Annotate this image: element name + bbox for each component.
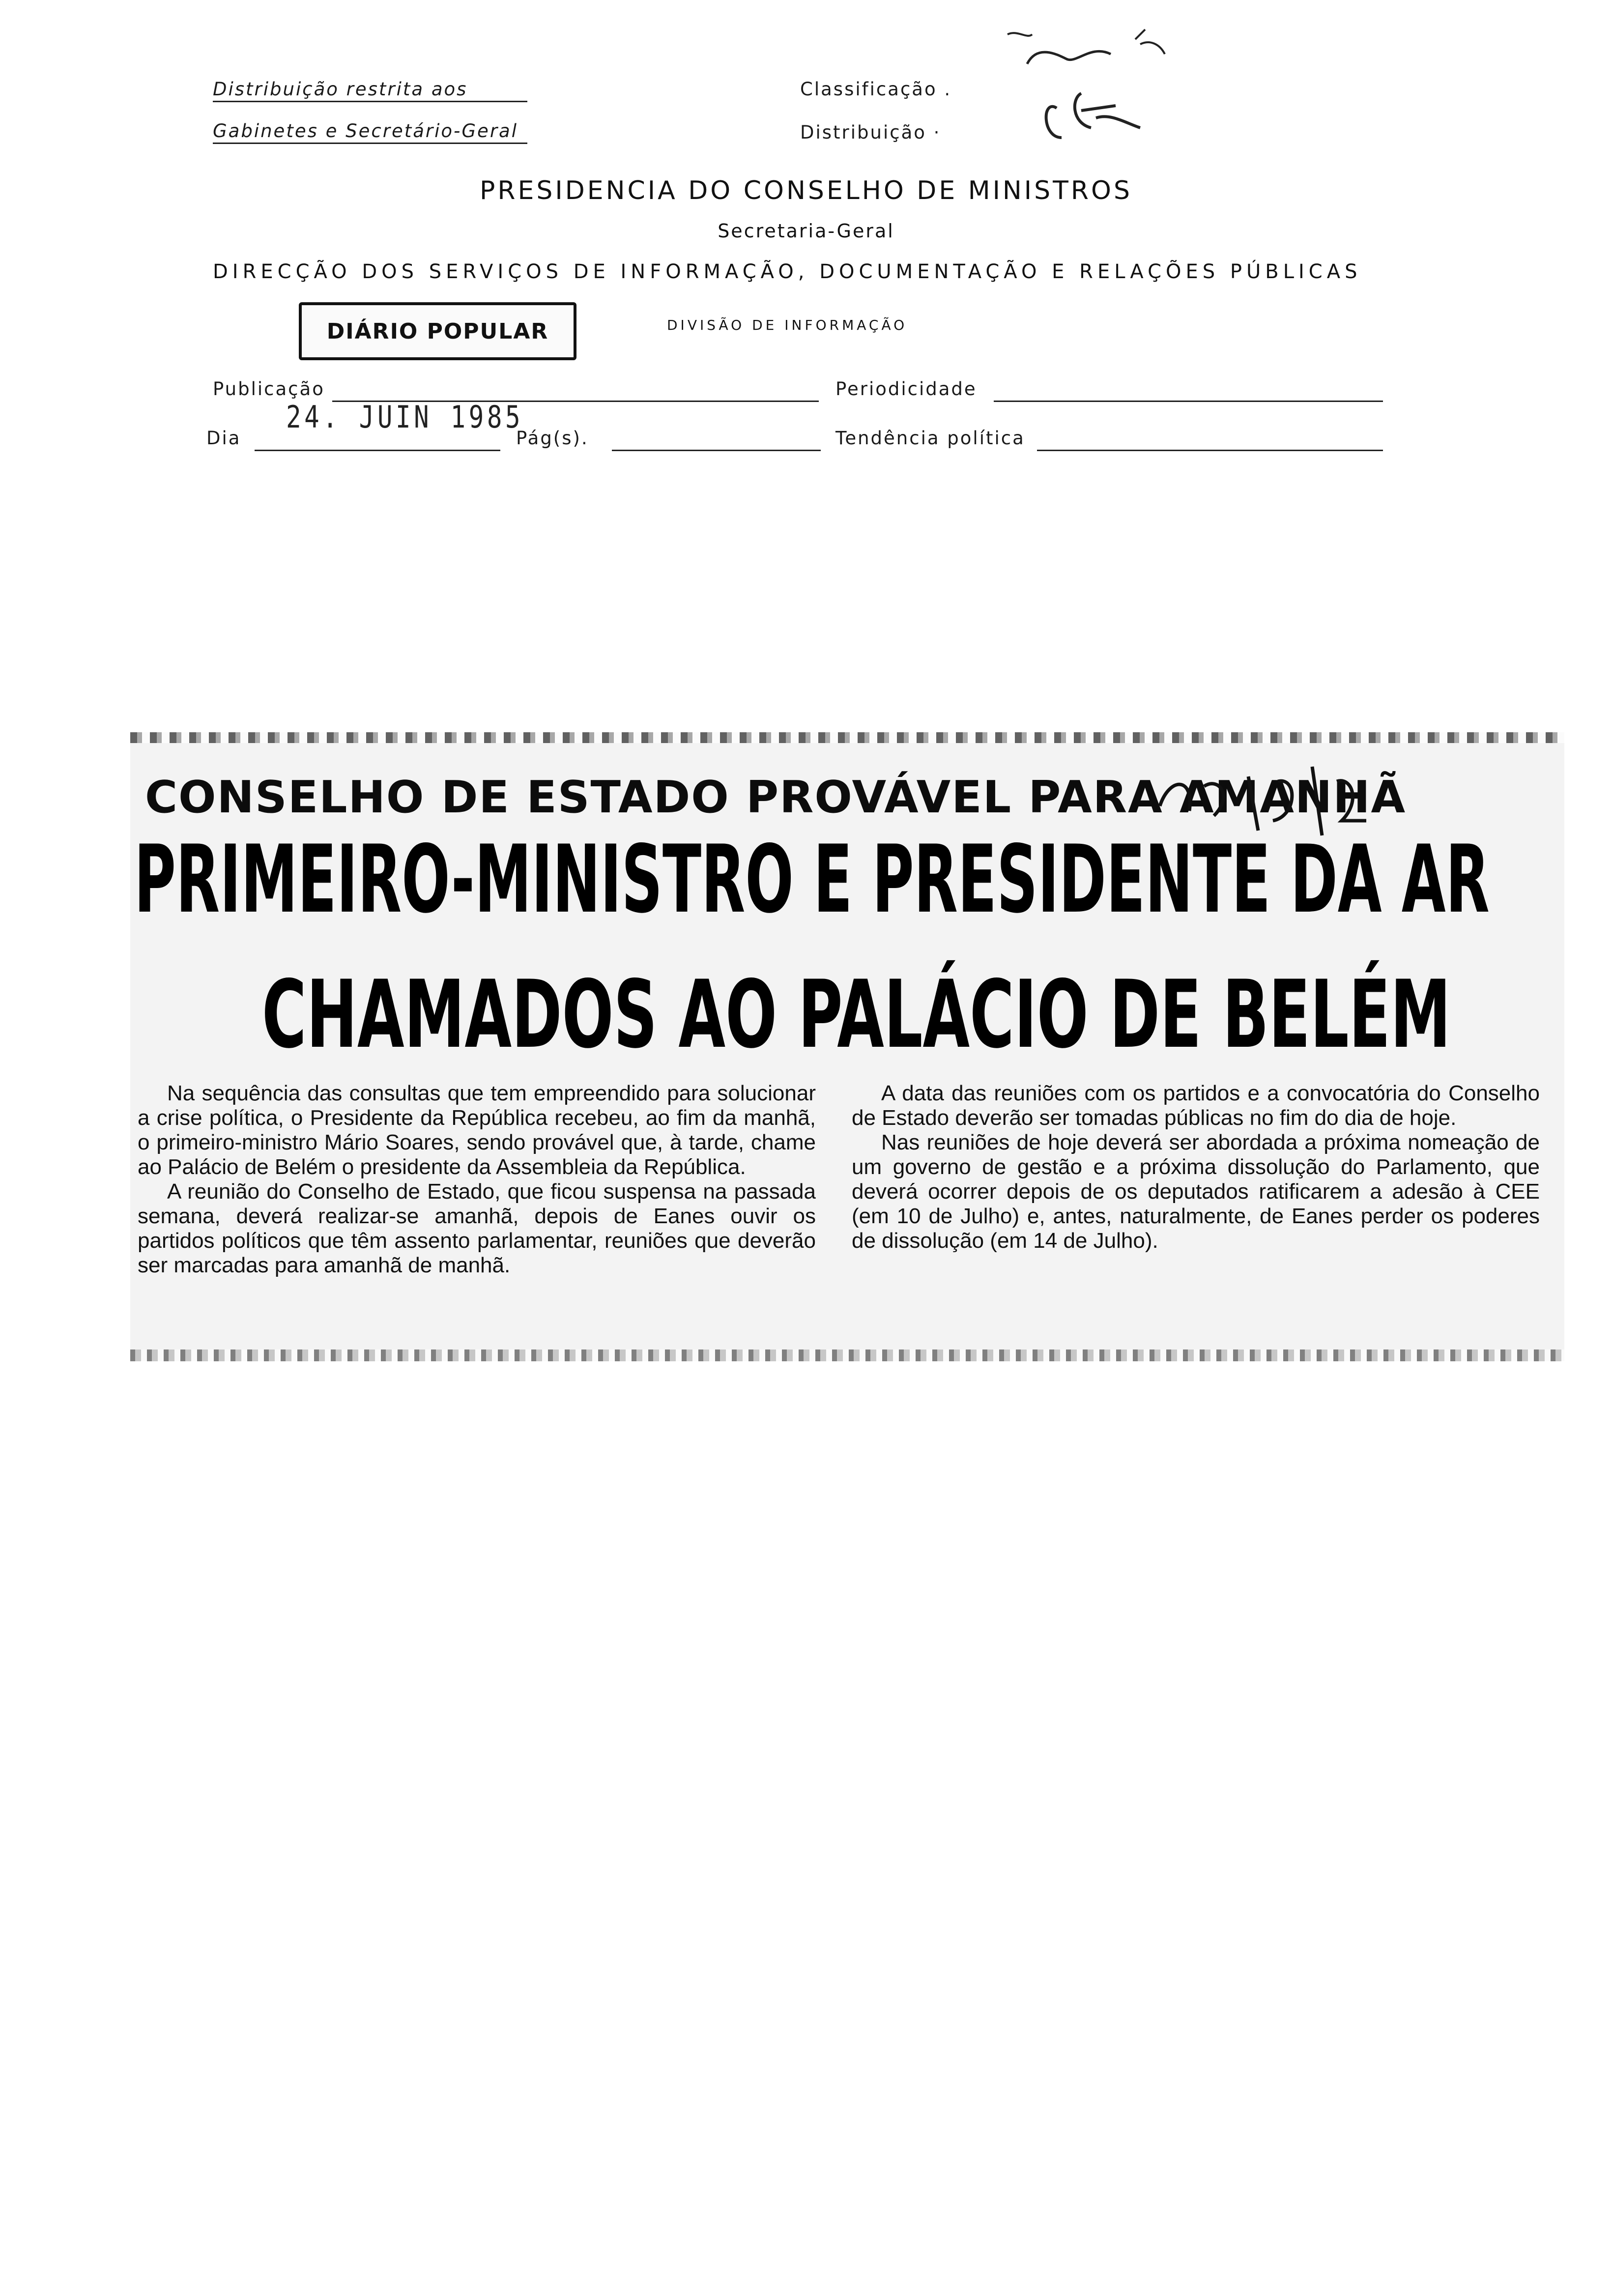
publicacao-label: Publicação — [213, 378, 325, 400]
publication-stamp — [299, 302, 576, 360]
article-paragraph: A reunião do Conselho de Estado, que ficou suspensa na passada semana, deverá realizar-se amanhã, depois de Eanes ouvir os partidos políticos que têm assento parlamentar, reuniões que deverão ser marcadas para amanhã de manhã. — [138, 1179, 816, 1277]
article-left-column — [138, 1081, 816, 1278]
ministry-title: PRESIDENCIA DO CONSELHO DE MINISTROS — [480, 176, 1132, 205]
distribution-restricted-label: Distribuição restrita aos — [213, 79, 468, 100]
secretaria-subtitle: Secretaria-Geral — [718, 220, 894, 242]
article-right-column — [852, 1081, 1540, 1253]
handwritten-reference-mark — [1150, 747, 1445, 845]
pags-label: Pág(s). — [516, 428, 589, 449]
periodicidade-label: Periodicidade — [835, 378, 977, 400]
article-headline-line1: PRIMEIRO-MINISTRO E PRESIDENTE DA AR — [134, 825, 1490, 934]
distribuicao-label: Distribuição · — [800, 122, 941, 143]
periodicidade-field-line — [994, 401, 1383, 402]
article-headline-line2: CHAMADOS AO PALÁCIO DE BELÉM — [262, 960, 1451, 1069]
gabinetes-underline — [213, 143, 527, 144]
clipping-bottom-edge — [130, 1349, 1564, 1361]
direccao-line: DIRECÇÃO DOS SERVIÇOS DE INFORMAÇÃO, DOCUMENTAÇÃO E RELAÇÕES PÚBLICAS — [213, 260, 1362, 283]
article-kicker: CONSELHO DE ESTADO PROVÁVEL PARA AMANHÃ — [145, 772, 1407, 823]
distribution-underline — [213, 101, 527, 102]
date-stamp: 24. JUIN 1985 — [286, 399, 524, 435]
handwritten-annotation — [998, 25, 1175, 152]
tendencia-label: Tendência política — [835, 428, 1025, 449]
dia-label: Dia — [206, 428, 241, 449]
publication-stamp-text: DIÁRIO POPULAR — [326, 318, 549, 344]
distribution-gabinetes-label: Gabinetes e Secretário-Geral — [213, 120, 518, 142]
classificacao-label: Classificação . — [800, 79, 952, 100]
article-paragraph: Nas reuniões de hoje deverá ser abordada a próxima nomeação de um governo de gestão e a próxima dissolução do Parlamento, que deverá ocorrer depois de os deputados ratificarem a adesão à CEE (em 10 de Julho) e, antes, naturalmente, de Eanes perder os poderes de dissolução (em 14 de Julho). — [852, 1130, 1540, 1253]
pags-field-line — [612, 450, 821, 451]
dia-field-line — [255, 450, 500, 451]
divisao-label: DIVISÃO DE INFORMAÇÃO — [667, 317, 908, 333]
article-paragraph: A data das reuniões com os partidos e a convocatória do Conselho de Estado deverão ser tomadas públicas no fim do dia de hoje. — [852, 1081, 1540, 1130]
tendencia-field-line — [1037, 450, 1383, 451]
article-paragraph: Na sequência das consultas que tem empreendido para solucionar a crise política, o Presidente da República recebeu, ao fim da manhã, o primeiro-ministro Mário Soares, sendo provável que, à tarde, chame ao Palácio de Belém o presidente da Assembleia da República. — [138, 1081, 816, 1179]
clipping-top-edge — [130, 732, 1564, 743]
